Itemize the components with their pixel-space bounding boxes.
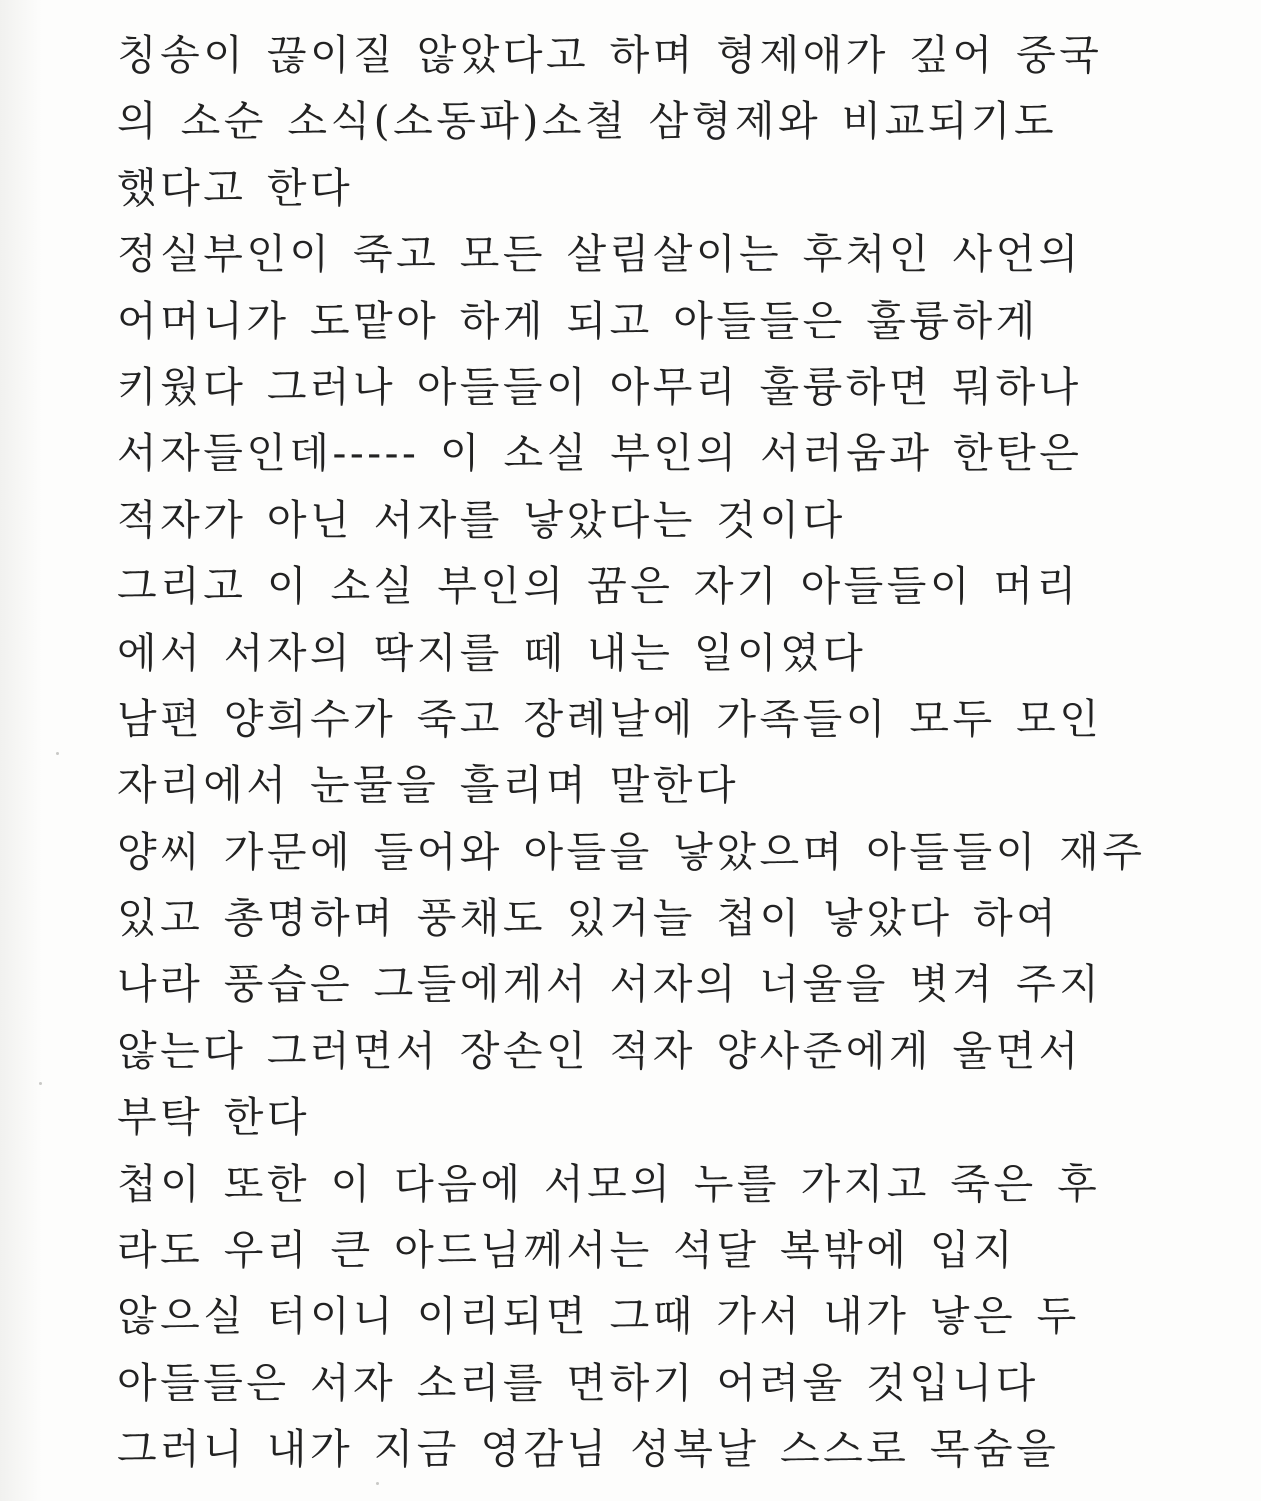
text-line: 부탁 한다 <box>117 1093 310 1142</box>
text-line: 나라 풍습은 그들에게서 서자의 너울을 볏겨 주지 <box>117 960 1103 1009</box>
text-line: 양씨 가문에 들어와 아들을 낳았으며 아들들이 재주 <box>117 827 1146 876</box>
text-line: 서자들인데----- 이 소실 부인의 서러움과 한탄은 <box>117 429 1083 478</box>
text-line: 어머니가 도맡아 하게 되고 아들들은 훌륭하게 <box>117 296 1039 345</box>
text-line: 칭송이 끊이질 않았다고 하며 형제애가 깊어 중국 <box>117 31 1103 79</box>
scan-speck <box>39 1082 42 1085</box>
text-line: 남편 양희수가 죽고 장례날에 가족들이 모두 모인 <box>117 694 1103 743</box>
text-line: 적자가 아닌 서자를 낳았다는 것이다 <box>117 495 846 544</box>
text-line: 라도 우리 큰 아드님께서는 석달 복밖에 입지 <box>117 1226 1017 1275</box>
text-line: 않는다 그러면서 장손인 적자 양사준에게 울면서 <box>117 1026 1082 1075</box>
text-line: 않으실 터이니 이리되면 그때 가서 내가 낳은 두 <box>117 1292 1080 1341</box>
text-line: 키웠다 그러나 아들들이 아무리 훌륭하면 뭐하나 <box>117 362 1082 411</box>
text-line: 에서 서자의 딱지를 떼 내는 일이였다 <box>117 628 867 677</box>
text-line: 자리에서 눈물을 흘리며 말한다 <box>117 761 739 810</box>
scan-edge-shading <box>0 0 42 1501</box>
scan-speck <box>56 752 59 755</box>
text-line: 정실부인이 죽고 모든 살림살이는 후처인 사언의 <box>117 230 1082 279</box>
text-line: 의 소순 소식(소동파)소철 삼형제와 비교되기도 <box>117 97 1058 146</box>
text-line: 아들들은 서자 소리를 면하기 어려울 것입니다 <box>117 1358 1039 1407</box>
text-line: 했다고 한다 <box>117 163 354 212</box>
text-line: 그리고 이 소실 부인의 꿈은 자기 아들들이 머리 <box>117 562 1080 611</box>
text-line: 있고 총명하며 풍채도 있거늘 첩이 낳았다 하여 <box>117 894 1060 943</box>
text-line: 그러니 내가 지금 영감님 성복날 스스로 목숨을 <box>117 1425 1060 1474</box>
text-line: 첩이 또한 이 다음에 서모의 누를 가지고 죽은 후 <box>117 1159 1101 1208</box>
document-text <box>117 22 1157 1483</box>
